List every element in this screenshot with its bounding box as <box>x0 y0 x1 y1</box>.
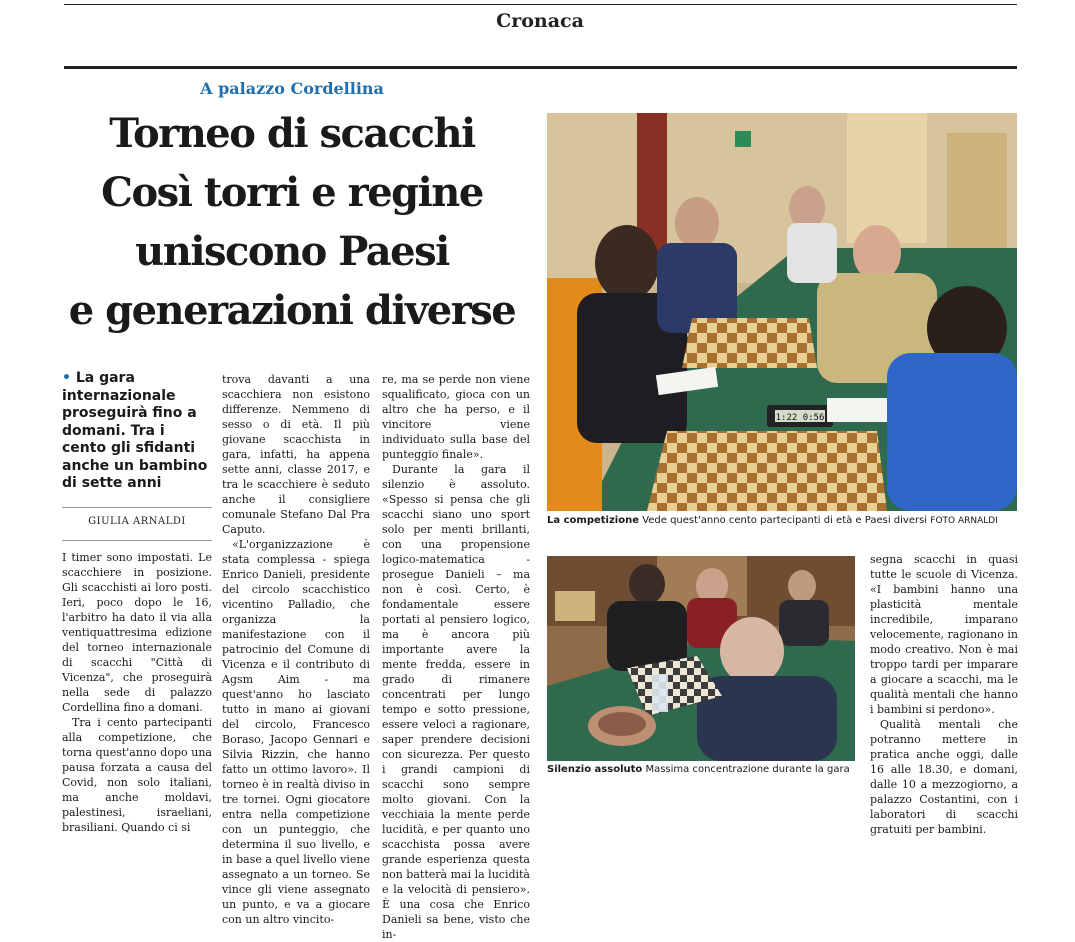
article-column-3 <box>382 372 530 942</box>
bullet-icon: • <box>62 370 71 386</box>
chess-clock-readout: 1:22 0:56 <box>775 413 825 423</box>
byline: GIULIA ARNALDI <box>88 516 186 527</box>
caption-text: Massima concentrazione durante la gara <box>645 764 850 775</box>
paragraph: re, ma se perde non viene squalificato, gioca con un altro che ha perso, e il vincitore viene individuato sulla base del punteggio finale». <box>382 373 530 461</box>
byline-rule <box>62 507 212 508</box>
header-rule <box>64 66 1017 69</box>
section-title: Cronaca <box>496 10 584 32</box>
headline <box>60 104 524 340</box>
photo-caption <box>547 764 850 775</box>
paragraph: trova davanti a una scacchiera non esistono differenze. Nemmeno di sesso o di età. Il più giovane scacchista in gara, infatti, ha appena sette anni, classe 2017, e tra le scacchiere è seduto anche il consigliere comunale Stefano Dal Pra Caputo. <box>222 373 370 536</box>
paragraph: «L'organizzazione è stata complessa - spiega Enrico Danieli, presidente del circolo scacchistico vicentino Palladio, che organizza la manifestazione con il patrocinio del Comune di Vicenza e il contributo di Agsm Aim - ma quest'anno ho lasciato tutto in mano ai giovani del circolo, Francesco Boraso, Jacopo Gennari e Silvia Rizzin, che hanno fatto un ottimo lavoro». Il torneo è in realtà diviso in tre tornei. Ogni giocatore entra nella competizione con un punteggio, che determina il suo livello, e in base a quel livello viene assegnato a un torneo. Se vince gli viene assegnato un punto, e va a giocare con un altro vincito- <box>222 538 370 926</box>
article-column-2 <box>222 372 370 927</box>
headline-line: Torneo di scacchi <box>109 110 475 157</box>
photo-caption <box>547 515 998 526</box>
caption-text: Vede quest'anno cento partecipanti di età e Paesi diversi <box>642 515 928 526</box>
headline-line: uniscono Paesi <box>135 228 449 275</box>
paragraph: I timer sono impostati. Le scacchiere in posizione. Gli scacchisti ai loro posti. Ieri, poco dopo le 16, l'arbitro ha dato il via alla ventiquattresima edizione del torneo internazionale di scacchi "Città di Vicenza", che proseguirà nella sede di palazzo Cordellina fino a domani. <box>62 551 212 714</box>
paragraph: segna scacchi in quasi tutte le scuole di Vicenza. «I bambini hanno una plasticità mentale incredibile, imparano velocemente, ragionano in modo creativo. Non è mai troppo tardi per imparare a giocare a scacchi, ma le qualità mentali che hanno i bambini si perdono». <box>870 553 1018 716</box>
tournament-photo <box>547 113 1017 511</box>
summary-text: La gara internazionale proseguirà fino a domani. Tra i cento gli sfidanti anche un bambino di sette anni <box>62 370 208 491</box>
caption-label: Silenzio assoluto <box>547 764 643 775</box>
paragraph: Durante la gara il silenzio è assoluto. «Spesso si pensa che gli scacchi siano uno sport solo per menti brillanti, con una propensione logico-matematica - prosegue Danieli – ma non è così. Certo, è fondamentale essere portati al pensiero logico, ma è ancora più importante avere la mente fredda, essere in grado di rimanere concentrati per lungo tempo e sotto pressione, essere veloci a ragionare, saper prendere decisioni con sicurezza. Per questo i grandi campioni di scacchi sono sempre molto giovani. Con la vecchiaia la mente perde lucidità, e per quanto uno scacchista possa avere grande esperienza questa non batterà mai la lucidità e la velocità di pensiero». È una cosa che Enrico Danieli sa bene, visto che in- <box>382 463 530 941</box>
kicker: A palazzo Cordellina <box>200 79 384 98</box>
top-rule <box>64 4 1017 5</box>
photo-credit: FOTO ARNALDI <box>930 516 998 526</box>
concentration-photo <box>547 556 855 761</box>
headline-line: Così torri e regine <box>101 169 483 216</box>
byline-rule <box>62 540 212 541</box>
article-column-1 <box>62 550 212 835</box>
headline-line: e generazioni diverse <box>68 287 516 334</box>
paragraph: Qualità mentali che potranno mettere in pratica anche oggi, dalle 16 alle 18.30, e domani, dalle 10 a mezzogiorno, a palazzo Costantini, con i laboratori di scacchi gratuiti per bambini. <box>870 718 1018 836</box>
paragraph: Tra i cento partecipanti alla competizione, che torna quest'anno dopo una pausa forzata a causa del Covid, non solo italiani, ma anche moldavi, palestinesi, israeliani, brasiliani. Quando ci si <box>62 716 212 834</box>
article-column-4 <box>870 552 1018 837</box>
summary <box>62 370 212 493</box>
caption-label: La competizione <box>547 515 639 526</box>
